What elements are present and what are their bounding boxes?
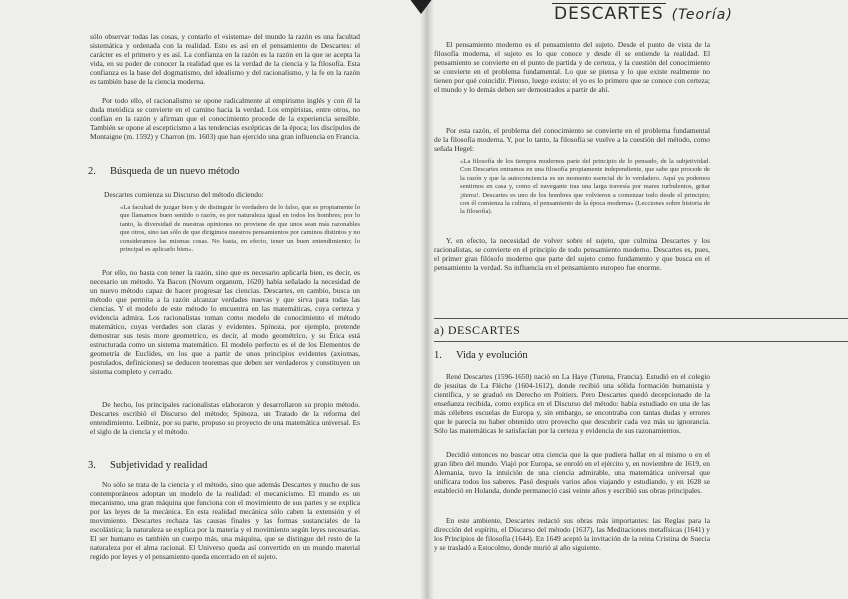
section-2-body: Por ello, no basta con tener la razón, sino que es necesario aplicarla bien, es decir, es necesario un método. Ya Bacon (Novum organum, 1620) había señalado la necesidad de un nuevo método capaz de hacer progresar las ciencias. Descartes, en cambio, busca un método que permita a la razón alcanzar verdades nuevas y que sirva para todas las ciencias. Y el modelo de este método lo encuentra en las matemáticas, cuya certeza y evidencia admira. Los racionalistas toman como modelo de conocimiento el método matemático, cuyas verdades son claras y evidentes. Spinoza, por ejemplo, pretende demostrar sus tesis more geometrico, es decir, al modo geométrico, y su Ética está estructurada como un sistema matemático. El modelo perfecto es el de los Elementos de geometría de Euclides, en los que a partir de unos principios evidentes (axiomas, postulados, definiciones) se deducen teoremas que deben ser verdaderos y constituyen un sistema completo y cerrado. [90,268,360,376]
hegel-quote: «La filosofía de los tiempos modernos parte del principio de lo pensado, de la subjetividad. Con Descartes entramos en una filosofía propiamente independiente, que sabe que procede de la razón y que la autoconciencia es un momento esencial de lo verdadero. Aquí ya podemos sentirnos en casa y, como el navegante tras una larga travesía por mares turbulentos, gritar ¡tierra!. Descartes es uno de los hombres que volvieron a comenzar todo desde el principio; con él comienza la cultura, el pensamiento de la época moderna» (Lecciones sobre historia de la filosofía). [460,158,710,216]
section-2-title: Búsqueda de un nuevo método [110,166,240,177]
section-3-heading [88,460,207,471]
chapter-title: a) DESCARTES [434,323,521,337]
handwritten-title [552,4,733,24]
section-1-body-2: Decidió entonces no buscar otra ciencia que la que pudiera hallar en sí mismo o en el gran libro del mundo. Viajó por Europa, se enroló en el ejército y, en noviembre de 1619, en Alemania, tuvo la intuición de una ciencia admirable, una matemática universal que unificara todos los saberes. Pasó después varios años viajando y estudiando, y en 1628 se estableció en Holanda, donde permaneció casi veinte años y escribió sus obras principales. [434,450,710,495]
section-1-title: Vida y evolución [456,350,528,361]
right-intro-paragraph: El pensamiento moderno es el pensamiento del sujeto. Desde el punto de vista de la filosofía moderna, el sujeto es lo que conoce y desde él se entiende la realidad. El pensamiento se convierte en el punto de partida y de certeza, y la cuestión del conocimiento se convierte en el problema fundamental. Lo que se piensa y lo que existe realmente no tienen por qué coincidir. Pienso, luego existo: el yo es lo primero que se conoce con certeza; el mundo y lo demás deben ser demostrados a partir de ahí. [434,40,710,94]
section-3-number: 3. [88,460,96,471]
handwritten-title-sub: (Teoría) [671,7,733,23]
right-intro-paragraph-2: Por esta razón, el problema del conocimiento se convierte en el problema fundamental de la filosofía moderna. Y, por lo tanto, la filosofía se vuelve a la cuestión del método, como señala Hegel: [434,126,710,153]
section-1-body: René Descartes (1596-1650) nació en La Haye (Turena, Francia). Estudió en el colegio de jesuitas de La Flèche (1604-1612), donde recibió una sólida formación humanista y científica, y se graduó en Derecho en Poitiers. Pero Descartes quedó decepcionado de la enseñanza recibida, como explica en el Discurso del método: había estudiado en una de las más célebres escuelas de Europa y, sin embargo, se encontraba con tantas dudas y errores que le parecía no haber obtenido otro provecho que descubrir cada vez más su ignorancia. Sólo las matemáticas le satisfacían por la certeza y evidencia de sus razonamientos. [434,372,710,435]
section-2-heading [88,166,239,177]
section-2-intro: Descartes comienza su Discurso del método diciendo: [104,190,264,199]
section-2-body-2: De hecho, los principales racionalistas elaboraron y desarrollaron su propio método. Descartes escribió el Discurso del método; Spinoza, un Tratado de la reforma del entendimiento. Leibniz, por su parte, propuso su proyecto de una matemática universal. Es el siglo de la ciencia y el método. [90,400,360,436]
left-top-paragraph-2: Por todo ello, el racionalismo se opone radicalmente al empirismo inglés y con él la duda metódica se convierte en el camino hacia la verdad. Los empiristas, entre otros, no confían en la razón y afirman que el conocimiento procede de la experiencia sensible. También se opone al escepticismo a las tendencias escépticas de la época; los discípulos de Montaigne (m. 1592) y Charron (m. 1603) que han ejercido una gran influencia en Francia. [90,96,360,141]
book-gutter [420,0,434,599]
section-3-body: No sólo se trata de la ciencia y el método, sino que además Descartes y mucho de sus contemporáneos adoptan un modelo de la realidad: el mecanicismo. El mundo es un mecanismo, una gran máquina que funciona con el movimiento de sus partes y se explica por las leyes de la mecánica. En esta realidad mecánica sólo caben la extensión y el movimiento. Descartes rechaza las causas finales y las formas sustanciales de la escolástica; la naturaleza se explica por la materia y el movimiento según leyes necesarias. El ser humano es también un cuerpo más, una máquina, que se distingue del resto de la naturaleza por el alma racional. El Universo queda así convertido en un mundo material regido por leyes y el pensamiento queda encerrado en el sujeto. [90,480,360,561]
chapter-title-box [434,318,848,342]
left-page [0,0,420,599]
section-3-title: Subjetividad y realidad [110,460,208,471]
left-top-paragraph: sólo observar todas las cosas, y contarlo el «sistema» del mundo la razón es una facultad sistemática y ordenada con la realidad. Esto es así en el pensamiento de Descartes: el carácter es el primero y es así. La confianza en la razón es la razón en la que se acepta la vida, en su poder de conocer la realidad que es la verdad de la ciencia y la filosofía. Esta confianza es la base del dogmatismo, del idealismo y del racionalismo, y la fe en la razón es también base de la ciencia moderna. [90,32,360,86]
section-2-quote: «La facultad de juzgar bien y de distinguir lo verdadero de lo falso, que es propiamente lo que llamamos buen sentido o razón, es por naturaleza igual en todos los hombres; por lo tanto, la diversidad de nuestras opiniones no proviene de que unos sean más razonables que otros, sino tan sólo de que dirigimos nuestros pensamientos por caminos distintos y no consideramos las mismas cosas. No basta, en efecto, tener un buen entendimiento; lo principal es aplicarlo bien». [120,204,360,254]
section-1-heading [434,350,528,361]
handwritten-title-main: DESCARTES [554,4,664,24]
right-page [434,0,848,599]
section-1-number: 1. [434,350,442,361]
section-2-number: 2. [88,166,96,177]
right-closing-paragraph: Y, en efecto, la necesidad de volver sobre el sujeto, que culmina Descartes y los racionalistas, se convierte en el principio de todo pensamiento moderno. Descartes es, pues, el primer gran filósofo moderno que parte del sujeto como fundamento y que busca en el pensamiento la verdad. Su influencia en el pensamiento europeo fue enorme. [434,236,710,272]
section-1-body-3: En este ambiente, Descartes redactó sus obras más importantes: las Reglas para la dirección del espíritu, el Discurso del método (1637), las Meditaciones metafísicas (1641) y los Principios de filosofía (1644). En 1649 aceptó la invitación de la reina Cristina de Suecia y se trasladó a Estocolmo, donde murió al año siguiente. [434,516,710,552]
